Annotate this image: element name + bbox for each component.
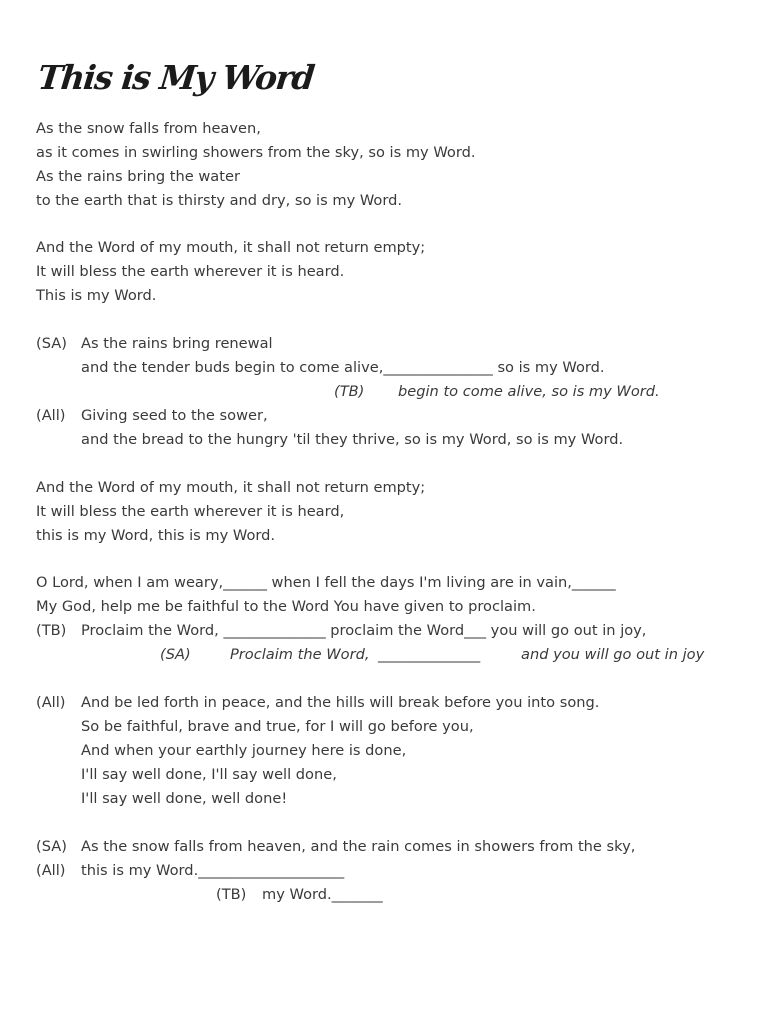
refrain-line: It will bless the earth wherever it is heard, <box>36 503 345 520</box>
lyric-line: as it comes in swirling showers from the sky, so is my Word. <box>36 144 476 161</box>
blank-line: ______________ <box>378 646 481 663</box>
refrain-line: this is my Word, this is my Word. <box>36 527 276 544</box>
lyric-line: I'll say well done, I'll say well done, <box>81 766 337 783</box>
part-tag-all: (All) <box>36 407 66 424</box>
bridge-line: Proclaim the Word, <box>230 646 370 663</box>
refrain-line: It will bless the earth wherever it is heard. <box>36 263 345 280</box>
lyric-line: I'll say well done, well done! <box>81 790 288 807</box>
lyric-line: begin to come alive, so is my Word. <box>398 383 660 400</box>
lyric-line: And be led forth in peace, and the hills will break before you into song. <box>81 694 600 711</box>
bridge-line: Proclaim the Word, ______________ proclaim the Word___ you will go out in joy, <box>81 622 647 639</box>
lyric-line: and the tender buds begin to come alive,_______________ so is my Word. <box>81 359 605 376</box>
lyric-line: my Word._______ <box>262 886 383 903</box>
lyric-line: to the earth that is thirsty and dry, so is my Word. <box>36 192 402 209</box>
bridge-line: My God, help me be faithful to the Word You have given to proclaim. <box>36 598 536 615</box>
lyric-line: As the rains bring renewal <box>81 335 273 352</box>
lyric-line: And when your earthly journey here is done, <box>81 742 407 759</box>
part-tag-tb: (TB) <box>36 622 67 639</box>
part-tag-sa: (SA) <box>36 335 67 352</box>
refrain-line: And the Word of my mouth, it shall not return empty; <box>36 239 426 256</box>
refrain-line: This is my Word. <box>36 287 157 304</box>
part-tag-tb: (TB) <box>334 383 365 400</box>
part-tag-sa: (SA) <box>160 646 191 663</box>
page-title: This is My Word <box>36 58 316 97</box>
part-tag-all: (All) <box>36 694 66 711</box>
lyric-line: As the snow falls from heaven, and the rain comes in showers from the sky, <box>81 838 636 855</box>
part-tag-sa: (SA) <box>36 838 67 855</box>
part-tag-all: (All) <box>36 862 66 879</box>
refrain-line: And the Word of my mouth, it shall not return empty; <box>36 479 426 496</box>
part-tag-tb: (TB) <box>216 886 247 903</box>
bridge-line: and you will go out in joy <box>521 646 705 663</box>
lyric-line: Giving seed to the sower, <box>81 407 268 424</box>
lyric-line: this is my Word.____________________ <box>81 862 345 879</box>
lyric-line: So be faithful, brave and true, for I will go before you, <box>81 718 474 735</box>
lyric-line: As the snow falls from heaven, <box>36 120 261 137</box>
lyric-line: and the bread to the hungry 'til they thrive, so is my Word, so is my Word. <box>81 431 624 448</box>
bridge-line: O Lord, when I am weary,______ when I fell the days I'm living are in vain,______ <box>36 574 616 591</box>
lyric-line: As the rains bring the water <box>36 168 240 185</box>
